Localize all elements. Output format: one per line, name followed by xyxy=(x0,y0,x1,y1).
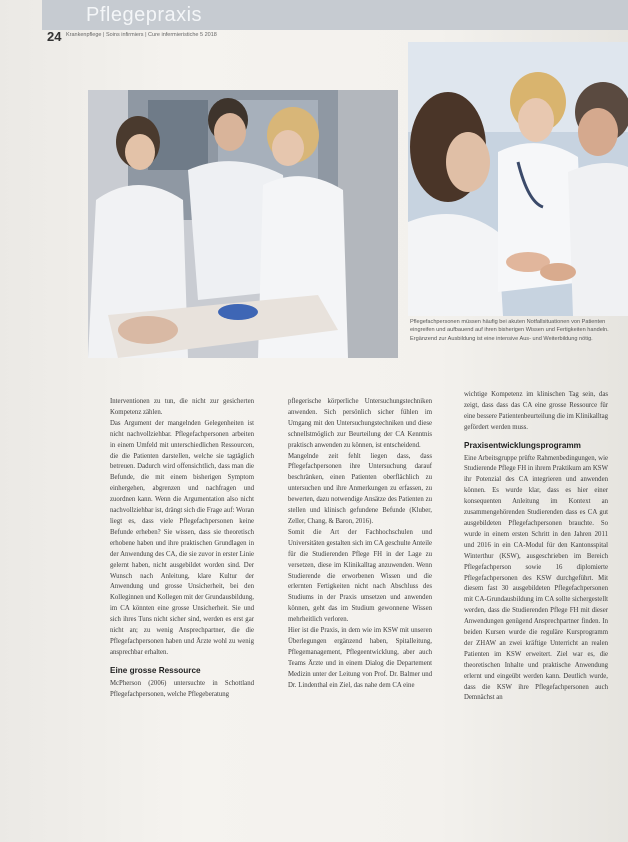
section-title: Pflegepraxis xyxy=(86,4,203,26)
paragraph: Hier ist die Praxis, in dem wie im KSW mit unseren Überlegungen ergänzend haben, Spitalleitung, Pflegemanagement, Pflegeentwicklung, aber auch Teams Ärzte und in einem Dialog die Departement Medizin unter der Leitung von Prof. Dr. Balmer und Dr. Lindenthal ein Ziel, das nahe dem CA eine xyxy=(288,627,432,689)
paragraph: Somit die Art der Fachhochschulen und Universitäten gestalten sich im CA geschulte Anteile für die Studierenden Pflege FH in der Lage zu versetzen, diese im Klinikalltag anzuwenden. Wenn Studierende die erworbenen Wissen und die erlernten Fertigkeiten nicht nach Abschluss des Studiums in der Praxis umsetzen und anwenden können, geht das im Studium gewonnene Wissen mehrheitlich verloren. xyxy=(288,528,432,624)
paragraph: Das Argument der mangelnden Gelegenheiten ist nicht nachvollziehbar. Pflegefachpersonen arbeiten in einem Umfeld mit unterschiedlichen Ressourcen, die die Patienten darstellen, welche sie tagtäglich betreuen. Dadurch wird offensichtlich, dass man die Befunde, die mit einem bisherigen Symptom einhergehen, abgrenzen und nachfragen und zuordnen kann. Wenn die Argumentation also nicht nachvollziehbar ist, drängt sich die Frage auf: Woran liegt es, dass viele Pflegefachpersonen keine Befunde erheben? Sie wissen, dass sie theoretisch erhobene haben und ihre praktischen Grundlagen in der Anwendung des CA, die sie zuvor in erster Linie gelernt haben, nicht ausgebildet worden sind. Der Wunsch nach Anleitung, klare Kultur der Anwendung und grosse Unsicherheit, bei den Kolleginnen und Kollegen mit der Grundausbildung, im CA könnten eine grosse Unsicherheit. Sie und sich ihres Tuns nicht sicher sind, werden es erst gar nicht an; zu wenig Ansprechpartner, die die Pflegefachpersonen haben und Ärzte wohl zu wenig ansprechbar erhalten. xyxy=(110,419,254,656)
paragraph: Mangelnde zeit fehlt liegen dass, dass Pflegefachpersonen ihre Untersuchung darauf beschränken, einen Patienten oberflächlich zu untersuchen und ihre Anmerkungen zu erfassen, zu bewerten, dazu notwendige Ansätze des Patienten zu stellen und klinisch gefundene Befunde (Kluber, Zeller, Chang, & Baron, 2016). xyxy=(288,452,432,525)
paragraph: McPherson (2006) untersuchte in Schottland Pflegefachpersonen, welche Pflegeberatung xyxy=(110,679,254,698)
text-column-2 xyxy=(288,397,432,691)
photo-simulation-training xyxy=(88,90,398,358)
paragraph: Eine Arbeitsgruppe prüfte Rahmenbedingungen, wie Studierende Pflege FH in ihrem Praktikum am KSW ihr Potenzial des CA integrieren und anwenden können. Es wurde klar, dass es hier einer konsequenten Anleitung im Kontext an zusammengehörenden Studierenden dass es CA gut ausgebildeten Pflegefachpersonen brauchte. So wurde in einem ersten Schritt in den Jahren 2011 und 2016 in ein CA-Modul für den Kantonsspital Winterthur (KSW), ausgeschrieben im Bereich Pflegefachperson sowie 16 diplomierte Pflegefachpersonen des KSW durchgeführt. Mit diesem fast 30 ausgebildeten Pflegefachpersonen mit CA-Grundausbildung im CA sollte sichergestellt werden, dass die Studierenden Pflege FH mit dieser Anwendungen genügend Ansprechpartner finden. In beiden Kursen wurde die reguläre Kursprogramm der ZHAW an zwei kräftige Unterricht an realen Patienten im KSW erweitert. Ziel war es, die theoretischen Inhalte und praktische Anwendung erlernt und eingeübt werden kann. Deutlich wurde, dass die KSW ihre Pflegefachpersonen auch Demnächst an xyxy=(464,454,608,702)
page-number: 24 xyxy=(47,29,62,44)
paragraph: Interventionen zu tun, die nicht zur gesicherten Kompetenz zählen. xyxy=(110,398,254,416)
paragraph: pflegerische körperliche Untersuchungstechniken anwenden. Sich persönlich sicher fühlen im Umgang mit den Untersuchungstechniken und diese schnellstmöglich zur Beurteilung der CA Kenntnis praktisch anwenden zu können, ist entscheidend. xyxy=(288,398,432,449)
photo-exam-illustration xyxy=(408,42,628,316)
photo-simulation-illustration xyxy=(88,90,398,358)
text-column-3 xyxy=(464,390,608,704)
issue-line: Krankenpflege | Soins infirmiers | Cure infermieristiche 5 2018 xyxy=(66,32,217,38)
subheading: Praxisentwicklungsprogramm xyxy=(464,440,581,450)
paragraph: wichtige Kompetenz im klinischen Tag sein, das zeigt, dass dass das CA eine grosse Ressource für eine bessere Patientenbeurteilung die im Klinikalltag gefördert werden muss. xyxy=(464,391,609,431)
text-column-1 xyxy=(110,397,254,700)
photo-caption: Pflegefachpersonen müssen häufig bei akuten Notfallsituationen von Patienten eingreifen und aufbauend auf ihren bisherigen Wissen und Fertigkeiten handeln. Ergänzend zur Ausbildung ist eine intensive Aus- und Weiterbildung nötig. xyxy=(410,319,609,342)
photo-caregivers-examining-patient xyxy=(408,42,628,316)
subheading: Eine grosse Ressource xyxy=(110,665,201,675)
